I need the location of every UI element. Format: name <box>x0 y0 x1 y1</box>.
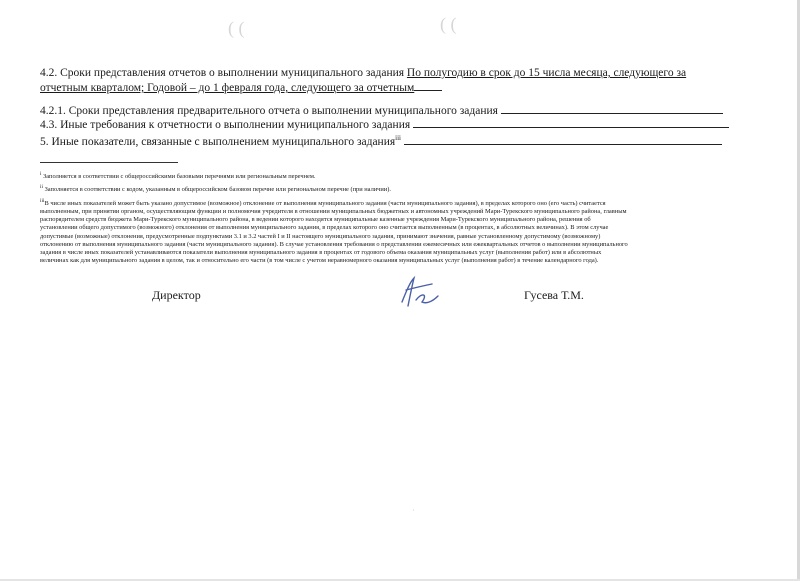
footnote-3-line: отклонению от выполнения муниципального задания (части муниципального задания). В случае установления требования о представлении ежемесячных или ежеквартальных отчетов о выполнении муниципального <box>40 240 628 248</box>
footnote-2 <box>40 183 760 194</box>
footnote-separator <box>40 162 178 163</box>
section-5-label: 5. Иные показатели, связанные с выполнением муниципального задания <box>40 135 396 148</box>
scan-artifact: ( ( <box>440 14 457 34</box>
section-4-2-value-part2: отчетным кварталом; Годовой – до 1 февраля года, следующего за отчетным <box>40 82 415 94</box>
section-5 <box>40 131 722 149</box>
footnote-1 <box>40 170 760 181</box>
section-4-2-value-part1: По полугодию в срок до 15 числа месяца, следующего за <box>406 67 687 79</box>
footnote-3-line: установлении общего допустимого (возможного) отклонения от выполнения муниципального задания, в пределах которого оно считается выполненным (в процентах, в абсолютных величинах). В этом случае <box>40 224 609 232</box>
footnote-2-text: Заполняется в соответствии с кодом, указанным в общероссийском базовом перечне или региональном перечне (при наличии). <box>44 186 391 194</box>
footnote-2-sup: ii <box>40 184 43 191</box>
footnote-1-text: Заполняется в соответствии с общероссийскими базовыми перечнями или региональным перечнем. <box>43 173 316 181</box>
footnote-3-line: задания в числе иных показателей устанавливаются показатели выполнения муниципального задания в процентах от годового объема оказания муниципальных услуг (выполнения работ) или в абсолютных <box>40 249 602 256</box>
section-4-3-blank <box>413 117 729 128</box>
section-4-2-line-2 <box>40 80 442 95</box>
footnote-3-text: В числе иных показателей может быть указано допустимое (возможное) отклонение от выполнения муниципального задания (части муниципального задания), в пределах которого оно (его часть) считается <box>44 199 606 207</box>
footnotes <box>40 170 760 265</box>
footnote-3-line: выполненным, при принятии органом, осуществляющим функции и полномочия учредителя в отношении муниципальных бюджетных и автономных учреждений Мари-Турекского муниципального района, главным <box>40 207 627 215</box>
blank-line <box>414 80 442 91</box>
footnote-3-line: распорядителем средств бюджета Мари-Турекского муниципального района, в ведении которого находятся муниципальные казенные учреждения Мари-Турекского муниципального района, решения об <box>40 216 591 224</box>
scan-dot: · <box>412 506 415 515</box>
scan-artifact: ( ( <box>228 18 245 38</box>
section-5-sup: iii <box>395 134 401 142</box>
section-4-2-1-label: 4.2.1. Сроки представления предварительного отчета о выполнении муниципального задания <box>40 105 498 117</box>
section-4-2-line-1 <box>40 66 686 80</box>
section-4-2-1 <box>40 103 723 118</box>
section-4-2-lead: 4.2. Сроки представления отчетов о выполнении муниципального задания <box>40 67 405 79</box>
footnote-3-line <box>40 197 760 208</box>
footnote-3-line: величинах как для муниципального задания в целом, так и относительно его части (в том числе с учетом неравномерного оказания муниципальных услуг (выполнения работ) в течение календарного года). <box>40 257 599 265</box>
signature-title: Директор <box>152 288 201 302</box>
section-4-3-label: 4.3. Иные требования к отчетности о выполнении муниципального задания <box>40 119 411 131</box>
handwritten-signature <box>392 272 444 312</box>
footnote-3-line: допустимые (возможные) отклонения, предусмотренные подпунктами 3.1 и 3.2 частей I и II настоящего муниципального задания, принимают значения, равные установленному допустимому (возможному) <box>40 232 601 240</box>
section-4-2-1-blank <box>501 103 723 114</box>
footnote-3-sup: iii <box>40 197 45 204</box>
section-5-blank <box>404 134 722 145</box>
section-4-3 <box>40 117 729 132</box>
footnote-1-sup: i <box>40 171 42 177</box>
signature-name: Гусева Т.М. <box>524 288 584 302</box>
